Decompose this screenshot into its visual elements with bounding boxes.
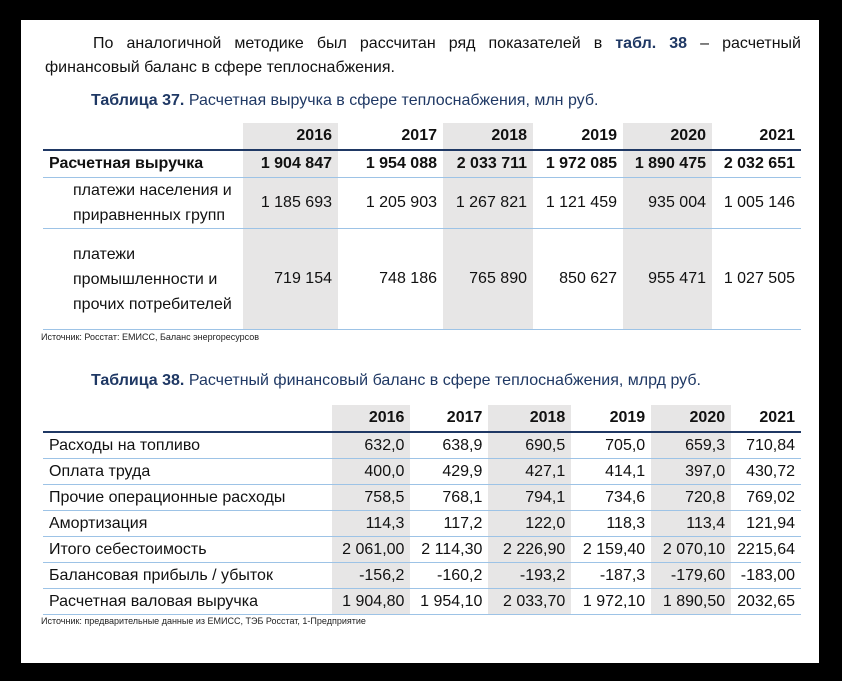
table37-year-header: 2020 — [623, 123, 712, 150]
table37-caption-text: Расчетная выручка в сфере теплоснабжения, млн руб. — [184, 92, 599, 109]
table37-cell: 955 471 — [623, 229, 712, 330]
table38-cell: 768,1 — [410, 485, 488, 511]
table37-cell: 1 267 821 — [443, 178, 533, 229]
table37-row — [43, 178, 801, 229]
table38 — [43, 405, 801, 615]
table37-year-header: 2021 — [759, 127, 795, 144]
table38-year-header: 2021 — [731, 405, 801, 432]
table37-cell: 1 121 459 — [533, 178, 623, 229]
table38-cell: 117,2 — [410, 511, 488, 537]
table38-cell: 734,6 — [571, 485, 651, 511]
table38-cell: 794,1 — [488, 485, 571, 511]
table38-cell: 2032,65 — [731, 589, 801, 615]
table38-cell: 632,0 — [332, 432, 410, 459]
table38-row-label: Балансовая прибыль / убыток — [43, 563, 332, 589]
document-page — [21, 20, 819, 663]
table38-row-label: Оплата труда — [43, 459, 332, 485]
table37-row — [43, 229, 801, 330]
table38-row-label: Итого себестоимость — [43, 537, 332, 563]
table37-cell: 1 205 903 — [338, 178, 443, 229]
table38-row-label: Прочие операционные расходы — [43, 485, 332, 511]
table37-cell: 850 627 — [533, 229, 623, 330]
table38-cell: 710,84 — [731, 432, 801, 459]
table38-header-row — [43, 405, 801, 432]
table37-cell: 1 005 146 — [712, 178, 801, 229]
table37-year-header: 2016 — [243, 123, 338, 150]
table38-cell: 2 226,90 — [488, 537, 571, 563]
table38-cell: 758,5 — [332, 485, 410, 511]
table38-cell: 2 159,40 — [571, 537, 651, 563]
table38-year-header: 2017 — [410, 405, 488, 432]
table38-cell: 400,0 — [332, 459, 410, 485]
table37-cell: 748 186 — [338, 229, 443, 330]
table38-row — [43, 459, 801, 485]
table38-cell: 2215,64 — [731, 537, 801, 563]
table38-cell: 659,3 — [651, 432, 731, 459]
table38-cell: 2 070,10 — [651, 537, 731, 563]
table37 — [43, 123, 801, 330]
table37-year-header: 2018 — [443, 123, 533, 150]
table38-source: Источник: предварительные данные из ЕМИСС, ТЭБ Росстат, 1-Предприятие — [41, 616, 366, 626]
table37-caption-number: Таблица 37. — [91, 92, 185, 109]
table37-cell: 1 904 847 — [243, 150, 338, 178]
table37-row-label: платежи промышленности и прочих потребителей — [43, 229, 243, 330]
table38-cell: 118,3 — [571, 511, 651, 537]
table38-row-label: Амортизация — [43, 511, 332, 537]
table37-row — [43, 150, 801, 178]
table38-cell: 769,02 — [731, 485, 801, 511]
table38-cell: 1 904,80 — [332, 589, 410, 615]
paragraph-text-after: – расчетный финансовый баланс в сфере теплоснабжения. — [45, 35, 801, 76]
table37-year-header: 2019 — [581, 127, 617, 144]
table38-row — [43, 432, 801, 459]
table37-cell: 1 972 085 — [533, 150, 623, 178]
table38-cell: 2 061,00 — [332, 537, 410, 563]
table37-header-row — [43, 123, 801, 150]
table38-cell: -193,2 — [488, 563, 571, 589]
table38-row — [43, 511, 801, 537]
table37-cell: 1 027 505 — [712, 229, 801, 330]
table38-row — [43, 537, 801, 563]
table37-row-label: Расчетная выручка — [43, 150, 243, 178]
table38-cell: 397,0 — [651, 459, 731, 485]
table-reference-link: табл. 38 — [615, 35, 688, 52]
table38-year-header: 2020 — [651, 405, 731, 432]
table38-cell: 113,4 — [651, 511, 731, 537]
table38-cell: -187,3 — [571, 563, 651, 589]
table38-cell: 2 033,70 — [488, 589, 571, 615]
table37-year-header: 2017 — [401, 127, 437, 144]
table38-year-header: 2016 — [332, 405, 410, 432]
table38-year-header: 2018 — [488, 405, 571, 432]
table38-cell: -160,2 — [410, 563, 488, 589]
table38-cell: 690,5 — [488, 432, 571, 459]
table37-cell: 1 890 475 — [623, 150, 712, 178]
table37-header-empty — [43, 123, 243, 150]
table37-cell: 1 954 088 — [338, 150, 443, 178]
table37-row-label: платежи населения и приравненных групп — [43, 178, 243, 229]
table38-cell: 705,0 — [571, 432, 651, 459]
table37-cell: 719 154 — [243, 229, 338, 330]
table38-row-label: Расходы на топливо — [43, 432, 332, 459]
table37-cell: 935 004 — [623, 178, 712, 229]
table38-cell: 427,1 — [488, 459, 571, 485]
intro-paragraph — [45, 32, 801, 80]
table38-cell: 122,0 — [488, 511, 571, 537]
table38-row — [43, 589, 801, 615]
table37-source: Источник: Росстат: ЕМИСС, Баланс энергоресурсов — [41, 332, 260, 342]
table38-cell: -183,00 — [731, 563, 801, 589]
table38-cell: -179,60 — [651, 563, 731, 589]
table38-caption — [91, 372, 701, 390]
table38-cell: 2 114,30 — [410, 537, 488, 563]
table38-cell: 1 890,50 — [651, 589, 731, 615]
paragraph-text-before: По аналогичной методике был рассчитан ряд показателей в — [93, 35, 616, 52]
table37-cell: 2 033 711 — [443, 150, 533, 178]
table38-row — [43, 485, 801, 511]
table37-cell: 2 032 651 — [712, 150, 801, 178]
table38-cell: 1 954,10 — [410, 589, 488, 615]
table38-cell: 720,8 — [651, 485, 731, 511]
table38-header-empty — [43, 405, 332, 432]
table38-cell: 430,72 — [731, 459, 801, 485]
table38-cell: 429,9 — [410, 459, 488, 485]
table38-cell: 414,1 — [571, 459, 651, 485]
table38-caption-number: Таблица 38. — [91, 372, 185, 389]
table38-cell: 121,94 — [731, 511, 801, 537]
table38-row-label: Расчетная валовая выручка — [43, 589, 332, 615]
table38-cell: 114,3 — [332, 511, 410, 537]
table38-year-header: 2019 — [571, 405, 651, 432]
table37-cell: 765 890 — [443, 229, 533, 330]
table37-caption — [91, 92, 598, 110]
table38-cell: 1 972,10 — [571, 589, 651, 615]
table38-cell: -156,2 — [332, 563, 410, 589]
table38-cell: 638,9 — [410, 432, 488, 459]
table38-caption-text: Расчетный финансовый баланс в сфере теплоснабжения, млрд руб. — [184, 372, 701, 389]
table38-row — [43, 563, 801, 589]
table37-cell: 1 185 693 — [243, 178, 338, 229]
